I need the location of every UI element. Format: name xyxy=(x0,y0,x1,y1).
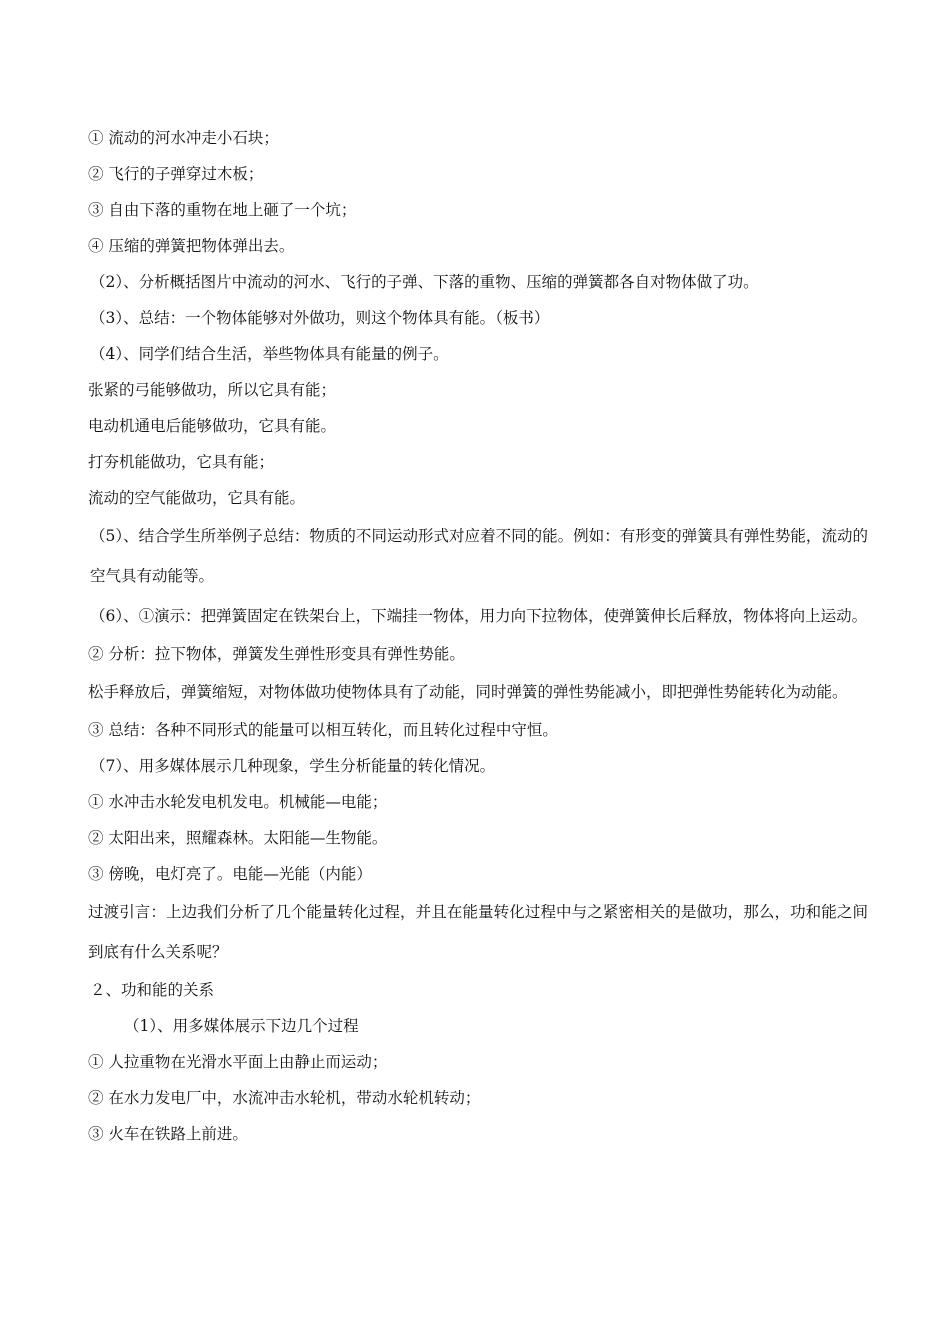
paragraph: （1）、用多媒体展示下边几个过程 xyxy=(124,1017,359,1035)
paragraph: 张紧的弓能够做功，所以它具有能； xyxy=(88,381,337,399)
paragraph: 流动的空气能做功，它具有能。 xyxy=(88,489,306,507)
paragraph: （5）、结合学生所举例子总结：物质的不同运动形式对应着不同的能。例如：有形变的弹簧具有弹性势能，流动的空气具有动能等。 xyxy=(90,527,868,585)
document-body xyxy=(88,120,868,1152)
paragraph: 过渡引言：上边我们分析了几个能量转化过程，并且在能量转化过程中与之紧密相关的是做功，那么，功和能之间到底有什么关系呢？ xyxy=(88,903,868,961)
list-item: ② 在水力发电厂中，水流冲击水轮机，带动水轮机转动； xyxy=(88,1089,481,1107)
list-item: ③ 自由下落的重物在地上砸了一个坑； xyxy=(88,201,357,219)
paragraph: （2）、分析概括图片中流动的河水、飞行的子弹、下落的重物、压缩的弹簧都各自对物体做了功。 xyxy=(90,273,759,291)
paragraph: 电动机通电后能够做功，它具有能。 xyxy=(88,417,337,435)
list-item: ② 分析：拉下物体，弹簧发生弹性形变具有弹性势能。 xyxy=(88,645,465,663)
paragraph: （7）、用多媒体展示几种现象，学生分析能量的转化情况。 xyxy=(90,757,496,775)
paragraph: （3）、总结：一个物体能够对外做功，则这个物体具有能。（板书） xyxy=(90,309,550,327)
paragraph: （4）、同学们结合生活，举些物体具有能量的例子。 xyxy=(90,345,449,363)
list-item: ① 水冲击水轮发电机发电。机械能—电能； xyxy=(88,793,388,811)
list-item: ③ 傍晚，电灯亮了。电能—光能（内能） xyxy=(88,865,372,883)
list-item: ② 飞行的子弹穿过木板； xyxy=(88,165,264,183)
list-item: ③ 总结：各种不同形式的能量可以相互转化，而且转化过程中守恒。 xyxy=(88,721,558,739)
paragraph: 松手释放后，弹簧缩短，对物体做功使物体具有了动能，同时弹簧的弹性势能减小，即把弹性势能转化为动能。 xyxy=(88,683,848,701)
list-item: ① 流动的河水冲走小石块； xyxy=(88,129,279,147)
list-item: ① 人拉重物在光滑水平面上由静止而运动； xyxy=(88,1053,388,1071)
list-item: ② 太阳出来，照耀森林。太阳能—生物能。 xyxy=(88,829,388,847)
list-item: ③ 火车在铁路上前进。 xyxy=(88,1125,248,1143)
section-heading: ２、功和能的关系 xyxy=(90,981,215,999)
paragraph: 打夯机能做功，它具有能； xyxy=(88,453,275,471)
list-item: ④ 压缩的弹簧把物体弹出去。 xyxy=(88,237,295,255)
paragraph: （6）、①演示：把弹簧固定在铁架台上，下端挂一物体，用力向下拉物体，使弹簧伸长后释放，物体将向上运动。 xyxy=(90,607,868,625)
